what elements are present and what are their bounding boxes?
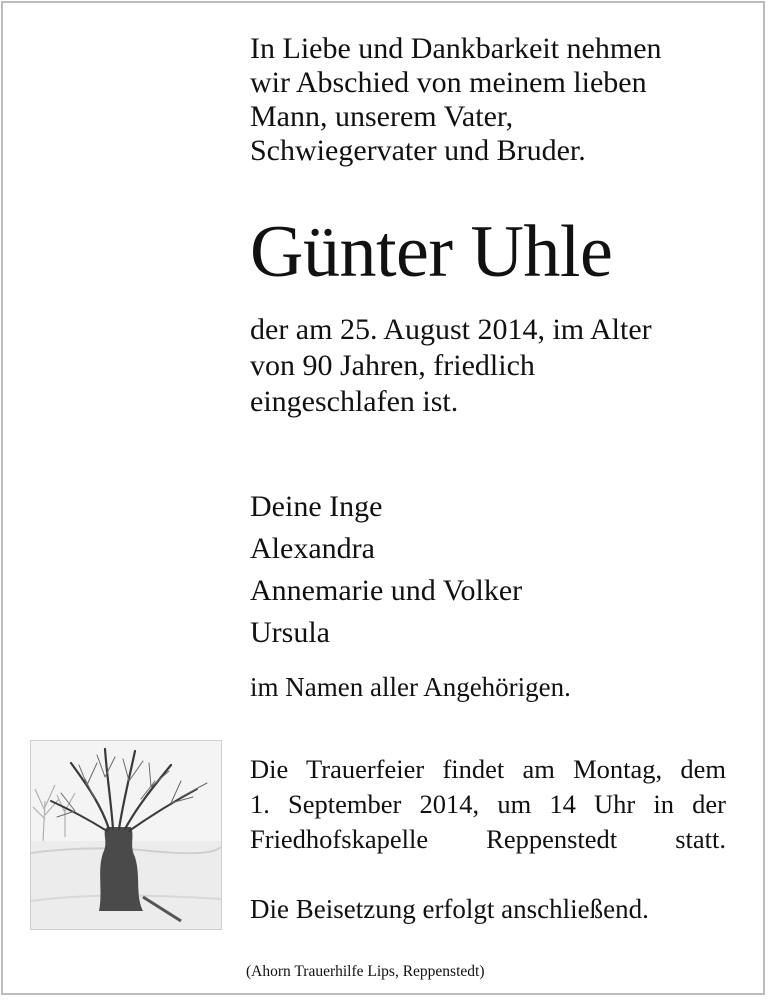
intro-line: In Liebe und Dankbarkeit nehmen — [250, 32, 662, 65]
service-line: Die Trauerfeier findet am Montag, dem — [250, 754, 726, 784]
intro-text — [250, 32, 662, 168]
family-member: Deine Inge — [250, 490, 383, 523]
family-member: Ursula — [250, 616, 330, 649]
deceased-name: Günter Uhle — [250, 211, 613, 293]
intro-line: wir Abschied von meinem lieben — [250, 66, 647, 99]
service-line: Friedhofskapelle Reppenstedt statt. — [250, 824, 726, 854]
death-line: eingeschlafen ist. — [250, 385, 459, 418]
funeral-service-info — [250, 752, 726, 857]
family-list — [250, 486, 522, 654]
on-behalf-line: im Namen aller Angehörigen. — [250, 672, 571, 702]
intro-line: Schwiegervater und Bruder. — [250, 134, 586, 167]
death-notice — [250, 312, 652, 420]
willow-tree-photo — [30, 740, 222, 930]
intro-line: Mann, unserem Vater, — [250, 100, 514, 133]
undertaker-credit: (Ahorn Trauerhilfe Lips, Reppenstedt) — [246, 963, 485, 980]
tree-illustration — [31, 741, 221, 929]
service-line: 1. September 2014, um 14 Uhr in der — [250, 789, 726, 819]
burial-note: Die Beisetzung erfolgt anschließend. — [250, 894, 649, 924]
family-member: Annemarie und Volker — [250, 574, 523, 607]
death-line: der am 25. August 2014, im Alter — [250, 313, 652, 346]
death-line: von 90 Jahren, friedlich — [250, 349, 535, 382]
family-member: Alexandra — [250, 532, 375, 565]
